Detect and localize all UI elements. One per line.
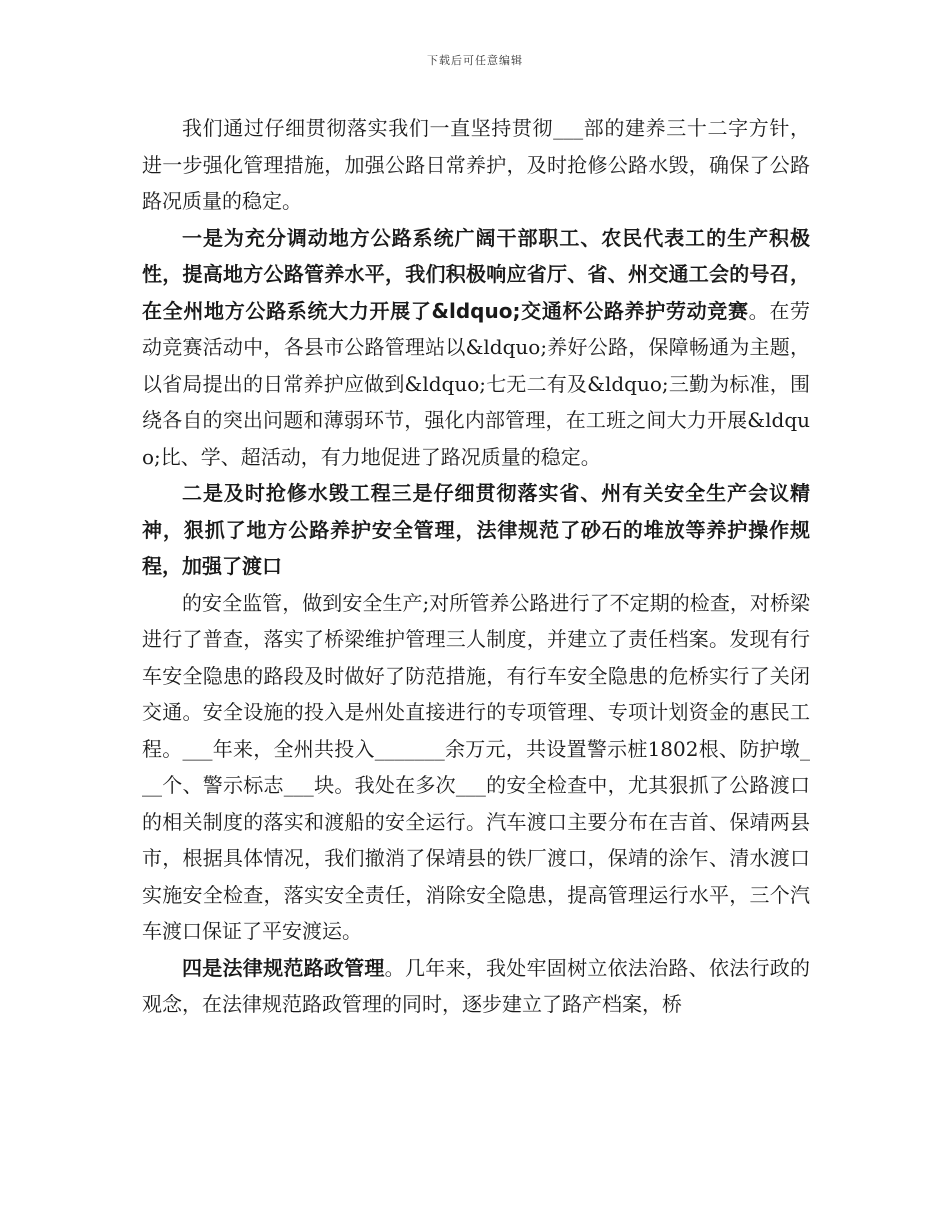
paragraph-text: 。几年来，我处牢固树立依法治路、依法行政的观念，在法律规范路政管理的同时，逐步建立了路产档案，桥: [142, 955, 811, 1016]
paragraph-lead: 一是为充分调动地方公路系统广阔干部职工、农民代表工的生产积极性，提高地方公路管养水平，我们积极响应省厅、省、州交通工会的号召，在全州地方公路系统大力开展了&ldquo;交通杯公路养护劳动竞赛: [142, 225, 810, 323]
paragraph-2: [142, 220, 810, 476]
document-body: [142, 110, 810, 1023]
paragraph-text: 。在劳动竞赛活动中，各县市公路管理站以&ldquo;养好公路，保障畅通为主题，以省局提出的日常养护应做到&ldquo;七无二有及&ldquo;三勤为标准，围绕各自的突出问题和薄弱环节，强化内部管理，在工班之间大力开展&ldquo;比、学、超活动，有力地促进了路况质量的稳定。: [142, 298, 811, 469]
paragraph-4: [142, 585, 810, 950]
page-header: 下载后可任意编辑: [427, 54, 523, 67]
paragraph-lead: 四是法律规范路政管理: [182, 955, 385, 980]
paragraph-lead: 二是及时抢修水毁工程三是仔细贯彻落实省、州有关安全生产会议精神，狠抓了地方公路养护安全管理，法律规范了砂石的堆放等养护操作规程，加强了渡口: [142, 481, 810, 578]
paragraph-text: 我们通过仔细贯彻落实我们一直坚持贯彻___部的建养三十二字方针，进一步强化管理措施，加强公路日常养护，及时抢修公路水毁，确保了公路路况质量的稳定。: [142, 116, 810, 213]
paragraph-1: [142, 110, 810, 220]
paragraph-3: [142, 475, 810, 585]
paragraph-text: 的安全监管，做到安全生产;对所管养公路进行了不定期的检查，对桥梁进行了普查，落实了桥梁维护管理三人制度，并建立了责任档案。发现有行车安全隐患的路段及时做好了防范措施，有行车安全隐患的危桥实行了关闭交通。安全设施的投入是州处直接进行的专项管理、专项计划资金的惠民工程。___年来，全州共投入_______余万元，共设置警示桩1802根、防护墩___个、警示标志___块。我处在多次___的安全检查中，尤其狠抓了公路渡口的相关制度的落实和渡船的安全运行。汽车渡口主要分布在吉首、保靖两县市，根据具体情况，我们撤消了保靖县的铁厂渡口，保靖的涂乍、清水渡口实施安全检查，落实安全责任，消除安全隐患，提高管理运行水平，三个汽车渡口保证了平安渡运。: [142, 590, 810, 943]
paragraph-5: [142, 950, 810, 1023]
